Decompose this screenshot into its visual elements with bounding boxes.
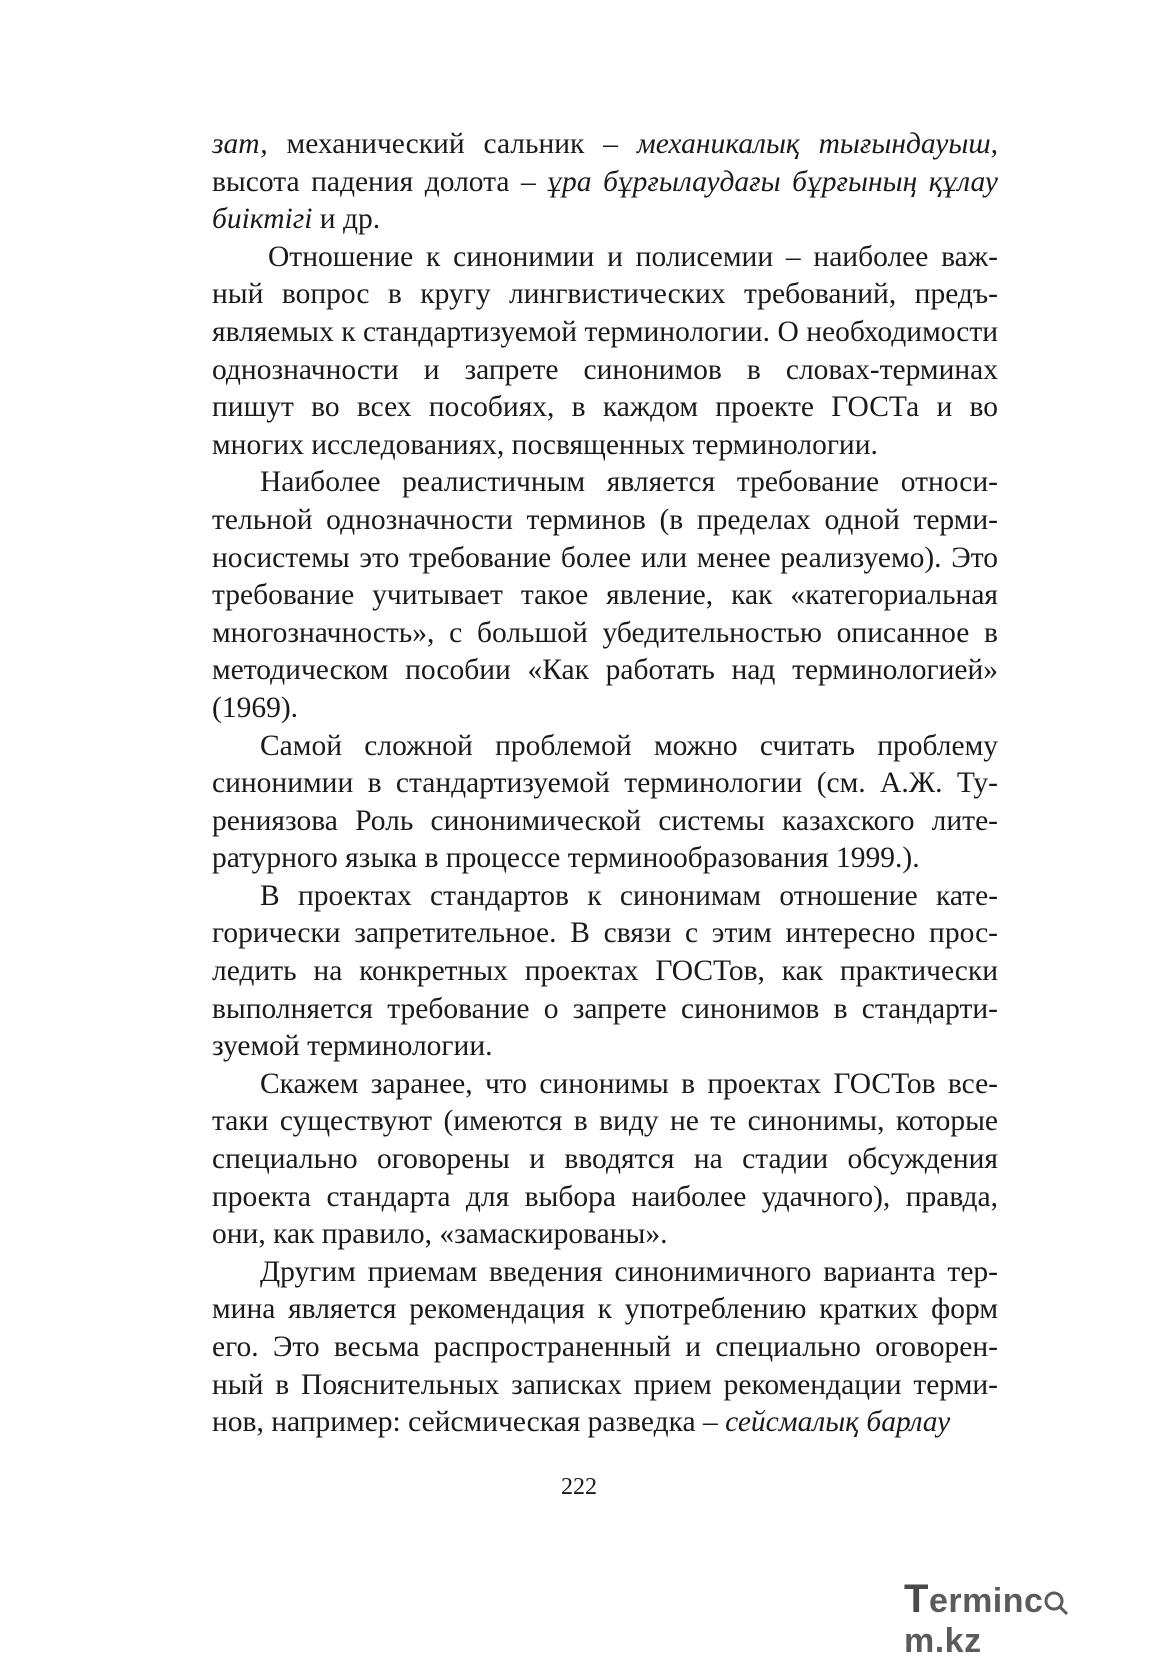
paragraph-6 [212, 1066, 998, 1254]
segment: механикалық тығындауыш, [636, 128, 998, 160]
segment: Самой сложной проблемой можно считать проблему синонимии в стандартизуемой терминологии (см. А.Ж. Турениязова Роль синонимической системы казахского литературного языка в процессе терминообразования 1999.). [212, 729, 998, 875]
paragraph-2 [212, 239, 998, 465]
magnifier-icon [1043, 1586, 1069, 1612]
paragraph-1 [212, 126, 998, 239]
page-number: 222 [561, 1474, 597, 1500]
segment: ұра бұрғылаудағы бұрғының құлау биіктігі [212, 165, 998, 236]
segment: сейсмалық барлау [725, 1406, 951, 1439]
segment: и др. [312, 203, 381, 236]
segment: Наиболее реалистичным является требование относительной однозначности терминов (в пределах одной терминосистемы это требование более или менее реализуемо). Это требование учитывает такое явление, как «категориальная многозначность», с большой убедительностью описанное в методическом пособии «Как работать над терминологией» (1969). [212, 466, 998, 724]
page-body [212, 126, 998, 1442]
paragraph-4 [212, 728, 998, 878]
segment: механический сальник – [267, 128, 637, 160]
segment: Другим приемам введения синонимичного варианта термина является рекомендация к употреблению кратких форм его. Это весьма распространенный и специально оговоренный в Пояснительных записках прием рекомендации терминов, например: сейсмическая разведка – [212, 1255, 998, 1439]
paragraph-3 [212, 464, 998, 727]
segment: В проектах стандартов к синонимам отношение категорически запретительное. В связи с этим интересно проследить на конкретных проектах ГОСТов, как практически выполняется требование о запрете синонимов в стандартизуемой терминологии. [212, 879, 998, 1063]
site-watermark [904, 1577, 1136, 1660]
watermark-text [904, 1577, 1136, 1661]
segment: Отношение к синонимии и полисемии – наиболее важный вопрос в кругу лингвистических требований, предъявляемых к стандартизуемой терминологии. О необходимости однозначности и запрете синонимов в словах-терминах пишут во всех пособиях, в каждом проекте ГОСТа и во многих исследованиях, посвященных терминологии. [212, 240, 998, 461]
segment: Скажем заранее, что синонимы в проектах ГОСТов все-таки существуют (имеются в виду не те синонимы, которые специально оговорены и вводятся на стадии обсуждения проекта стандарта для выбора наиболее удачного), правда, они, как правило, «замаскированы». [212, 1067, 998, 1251]
paragraph-7 [212, 1254, 998, 1442]
segment: высота падения долота – [212, 165, 548, 198]
watermark-tail: m.kz [904, 1622, 982, 1660]
watermark-letter-t: T [904, 1577, 929, 1621]
segment: зат, [212, 128, 268, 160]
watermark-middle: erminc [928, 1582, 1044, 1620]
paragraph-5 [212, 878, 998, 1066]
